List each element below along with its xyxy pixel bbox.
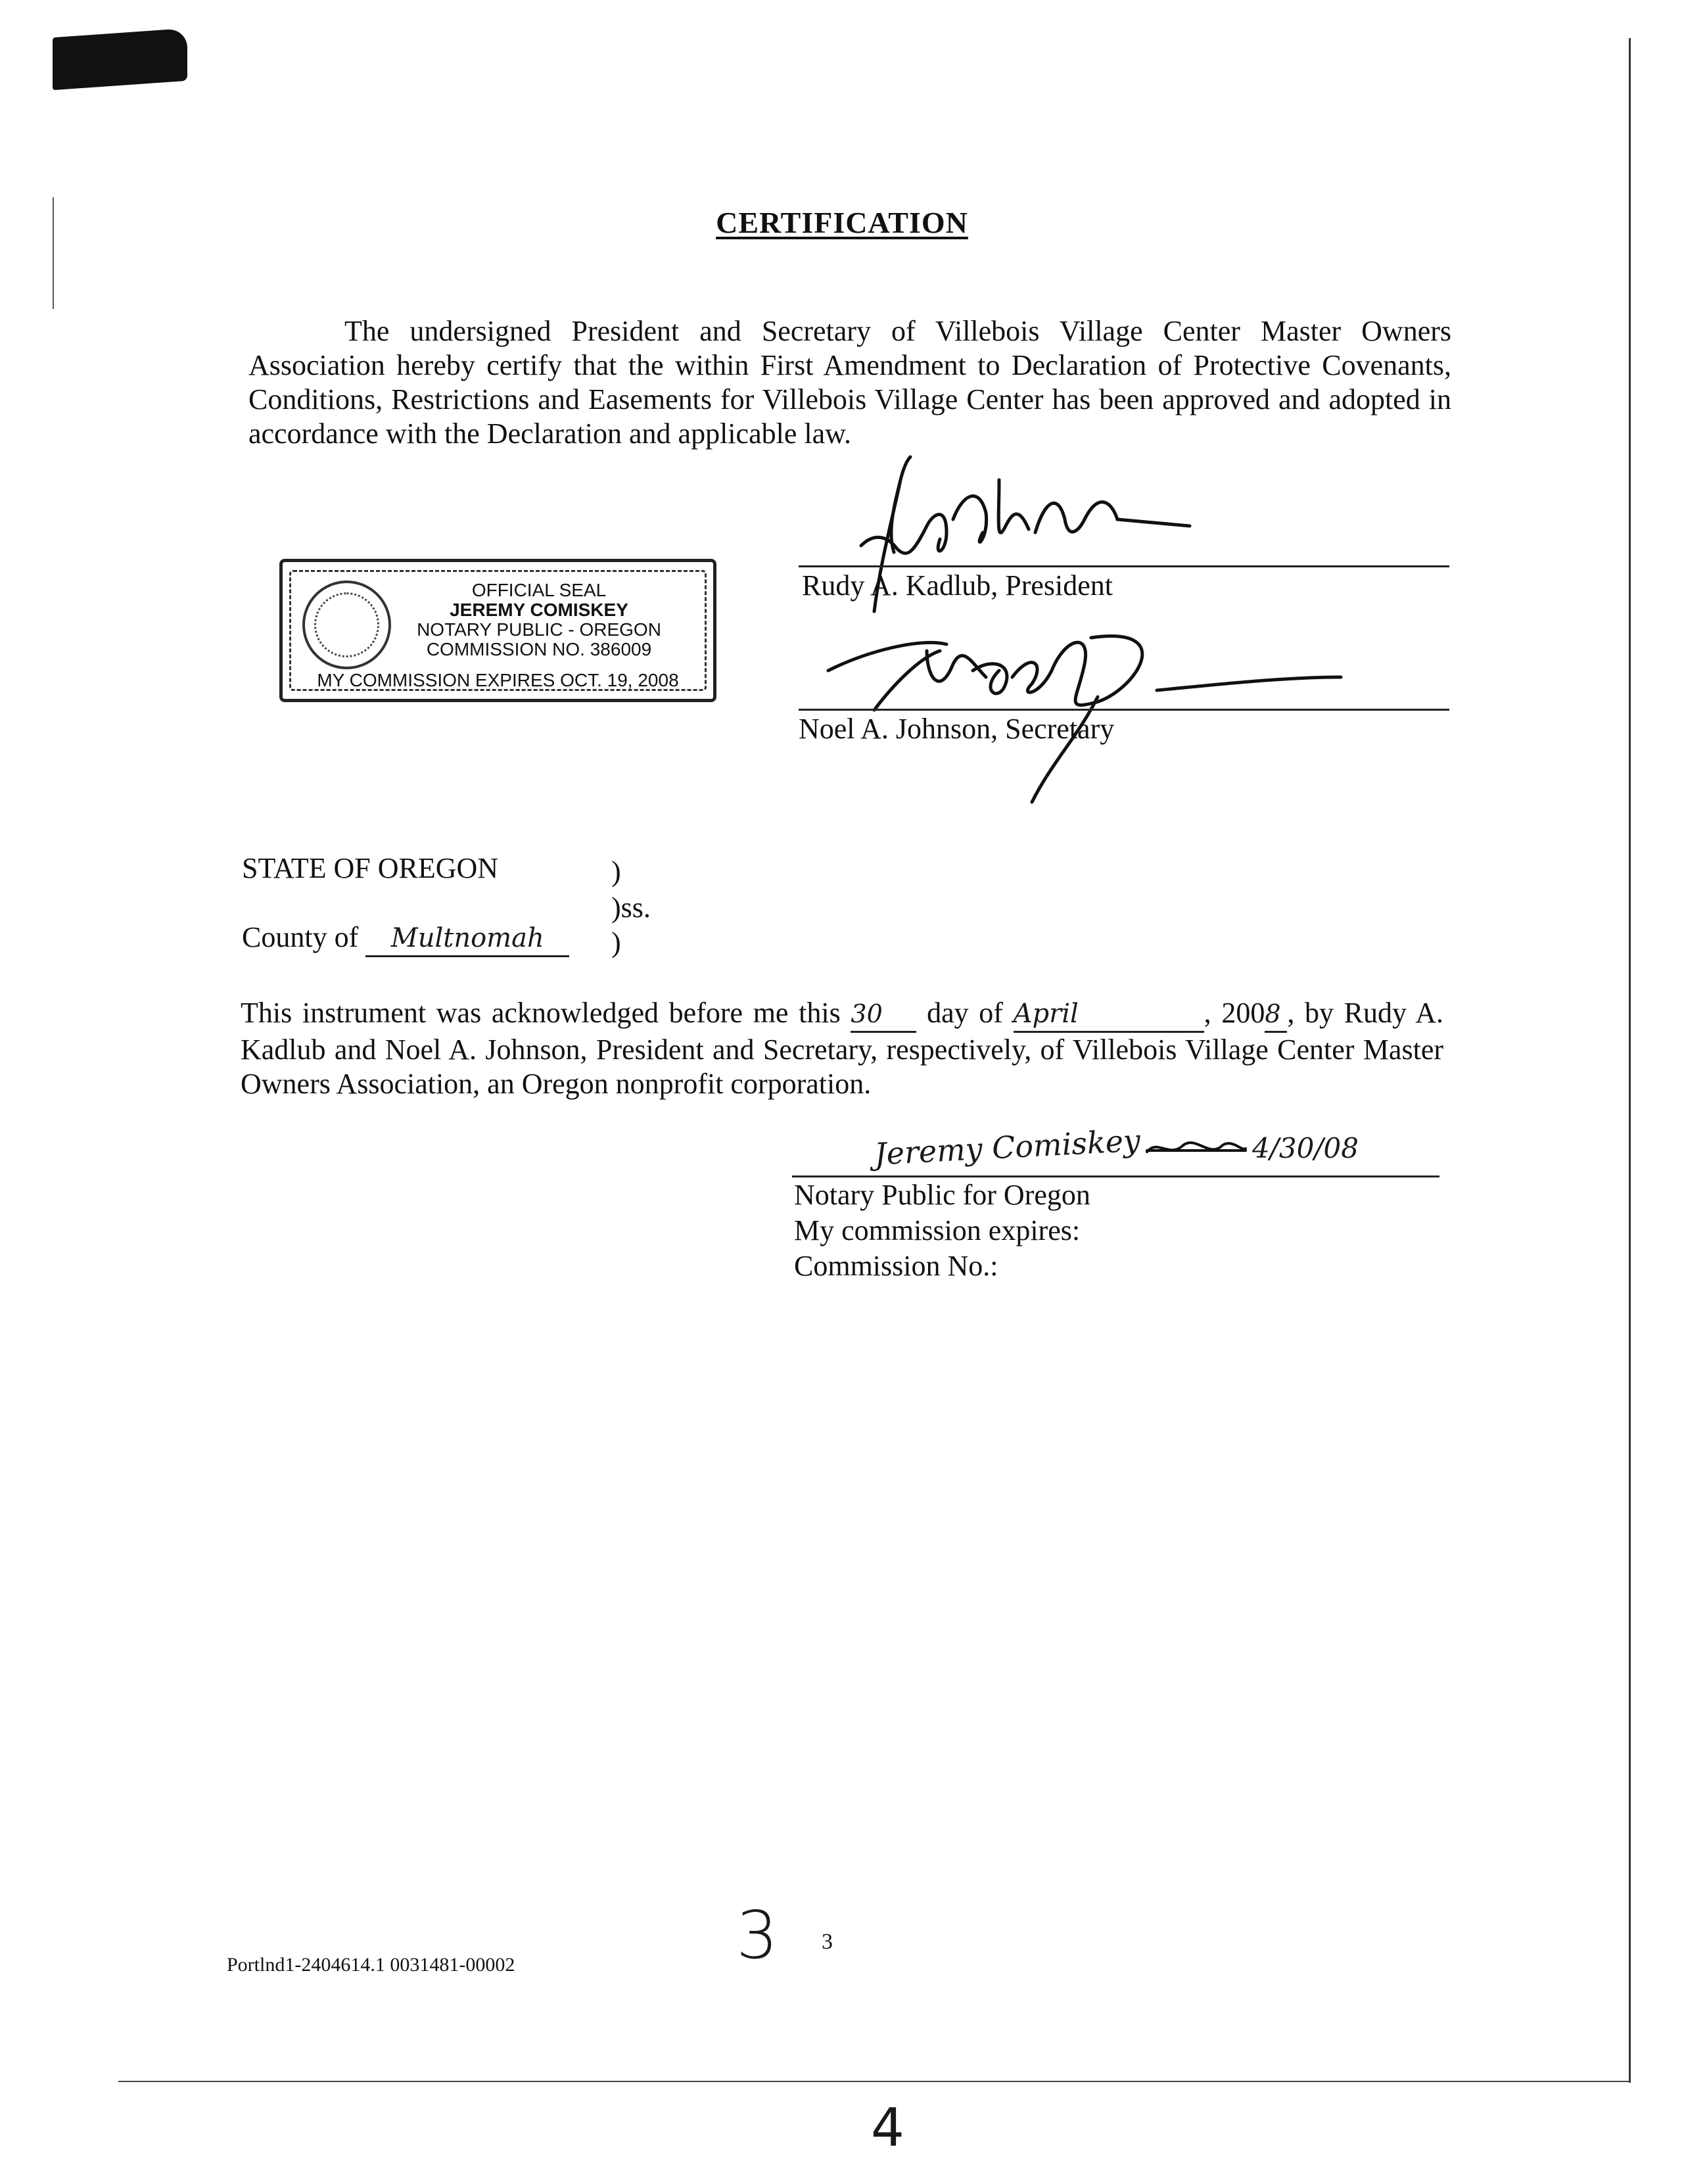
ack-day-value: 30	[851, 997, 916, 1033]
handwritten-page-three: 3	[736, 1897, 778, 1974]
state-seal-emblem-ring	[314, 592, 379, 657]
notary-strikeout-scribble	[1144, 1132, 1249, 1165]
scan-border-bottom	[118, 2081, 1630, 2082]
scan-border-right	[1629, 38, 1631, 2083]
venue-state: STATE OF OREGON	[242, 852, 499, 884]
president-signature-line	[799, 565, 1449, 567]
ack-part4: , by Rudy A. Kadlub and Noel A. Johnson, President and Secretary, respectively, of Villebois Village Center Master Owners Association, an Oregon nonprofit corporation.	[241, 997, 1444, 1100]
scan-blotch	[53, 28, 187, 90]
ack-part1: This instrument was acknowledged before me this	[241, 997, 841, 1029]
seal-line-official: OFFICIAL SEAL	[471, 580, 607, 600]
ack-month-value: April	[1014, 997, 1204, 1033]
venue-paren-bottom: )	[611, 926, 621, 959]
notary-expires-line: My commission expires:	[794, 1214, 1081, 1246]
county-label: County of	[242, 921, 359, 953]
secretary-name-title: Noel A. Johnson, Secretary	[799, 713, 1115, 745]
document-title: CERTIFICATION	[716, 206, 968, 239]
notary-title-line: Notary Public for Oregon	[794, 1179, 1090, 1211]
ack-year-digit: 8	[1265, 997, 1287, 1033]
ack-part3: , 200	[1204, 997, 1265, 1029]
venue-county	[242, 920, 569, 957]
seal-line-commission: COMMISSION NO. 386009	[426, 639, 652, 659]
venue-paren-top: )	[611, 855, 621, 888]
acknowledgment-paragraph	[241, 996, 1443, 1101]
president-name-title: Rudy A. Kadlub, President	[802, 569, 1113, 602]
certification-paragraph: The undersigned President and Secretary of Villebois Village Center Master Owners Association hereby certify that the within First Amendment to Declaration of Protective Covenants, Conditions, Restrictions and Easements for Villebois Village Center has been approved and adopted in accordance with the Declaration and applicable law.	[248, 315, 1451, 450]
seal-line-name: JEREMY COMISKEY	[450, 600, 628, 620]
document-id: Portlnd1-2404614.1 0031481-00002	[227, 1954, 515, 1976]
notary-handwritten-date: 4/30/08	[1252, 1132, 1359, 1164]
ack-part2: day of	[927, 997, 1003, 1029]
notary-signature: Jeremy Comiskey	[873, 1122, 1142, 1172]
notary-commission-line: Commission No.:	[794, 1250, 998, 1282]
page-number: 3	[822, 1930, 833, 1954]
county-value: Multnomah	[365, 921, 569, 957]
notary-seal-stamp	[279, 559, 716, 702]
secretary-signature-line	[799, 709, 1449, 711]
venue-paren-ss: )ss.	[611, 891, 651, 924]
seal-line-notary: NOTARY PUBLIC - OREGON	[417, 619, 661, 640]
notary-signature-line	[792, 1175, 1439, 1177]
seal-line-expires: MY COMMISSION EXPIRES OCT. 19, 2008	[317, 670, 679, 690]
handwritten-page-four: 4	[871, 2097, 904, 2158]
